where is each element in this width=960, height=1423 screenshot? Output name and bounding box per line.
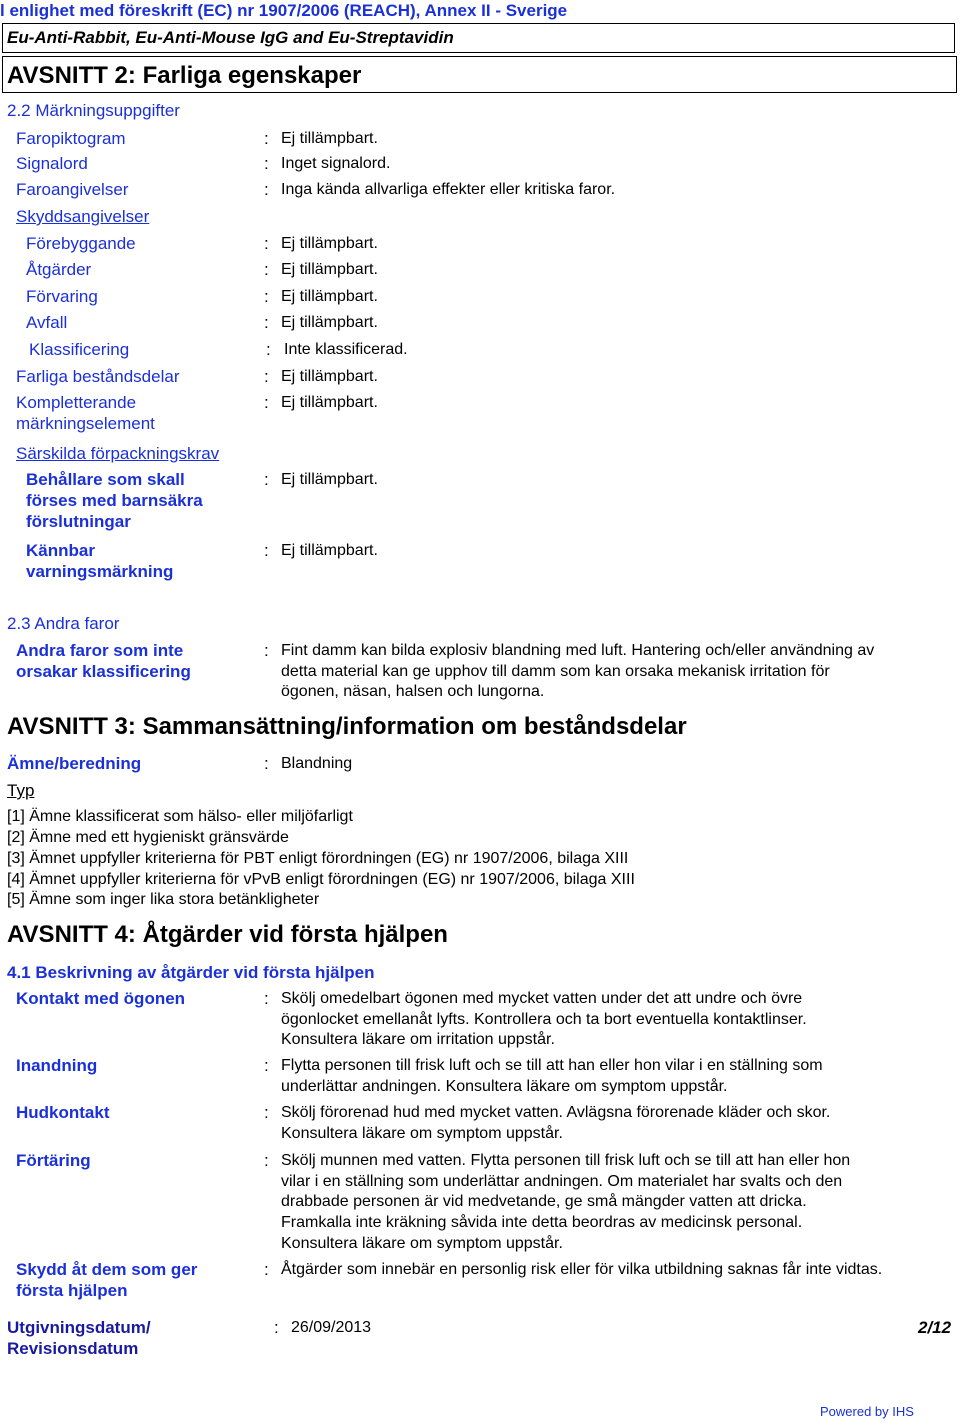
value-signalord: Inget signalord. bbox=[281, 155, 391, 172]
value-forvaring: Ej tillämpbart. bbox=[281, 288, 378, 305]
value-fortaring-2: vilar i en ställning som underlättar andningen. Om materialet har svalts och den bbox=[281, 1173, 843, 1190]
label-kannbar-1: Kännbar bbox=[26, 541, 95, 560]
colon: : bbox=[264, 470, 269, 489]
product-name-box: Eu-Anti-Rabbit, Eu-Anti-Mouse IgG and Eu-Streptavidin bbox=[2, 23, 955, 53]
value-klassificering: Inte klassificerad. bbox=[284, 341, 408, 358]
value-ogon-2: ögonlocket emellanåt lyfts. Kontrollera och ta bort eventuella kontaktlinser. bbox=[281, 1011, 807, 1028]
label-kompletterande: Kompletterande bbox=[16, 393, 137, 412]
label-behallare-3: förslutningar bbox=[26, 512, 131, 531]
footer-label-revisionsdatum: Revisionsdatum bbox=[7, 1339, 139, 1358]
colon: : bbox=[264, 1103, 269, 1122]
powered-by-ihs[interactable]: Powered by IHS bbox=[820, 1404, 914, 1419]
value-fortaring-3: drabbade personen är vid medvetande, ge små mängder vatten att dricka. bbox=[281, 1193, 807, 1210]
colon: : bbox=[264, 287, 269, 306]
value-inandning-2: underlättar andningen. Konsultera läkare om symptom uppstår. bbox=[281, 1078, 728, 1095]
value-andra-faror-3: ögonen, näsan, halsen och lungorna. bbox=[281, 683, 545, 700]
value-ogon-3: Konsultera läkare om irritation uppstår. bbox=[281, 1031, 555, 1048]
colon: : bbox=[264, 754, 269, 773]
value-fortaring-5: Konsultera läkare om symptom uppstår. bbox=[281, 1235, 563, 1252]
label-skydd-2: första hjälpen bbox=[16, 1281, 128, 1300]
colon: : bbox=[264, 393, 269, 412]
colon: : bbox=[264, 641, 269, 660]
label-typ: Typ bbox=[7, 781, 35, 800]
value-behallare: Ej tillämpbart. bbox=[281, 471, 378, 488]
skyddsangivelser-heading: Skyddsangivelser bbox=[16, 207, 150, 226]
value-faropiktogram: Ej tillämpbart. bbox=[281, 130, 378, 147]
footer-date: 26/09/2013 bbox=[291, 1319, 372, 1336]
label-faropiktogram: Faropiktogram bbox=[16, 129, 126, 148]
label-andra-faror-1: Andra faror som inte bbox=[16, 641, 184, 660]
label-forvaring: Förvaring bbox=[26, 287, 98, 306]
section-4-title: AVSNITT 4: Åtgärder vid första hjälpen bbox=[7, 921, 448, 948]
note-3: [3] Ämnet uppfyller kriterierna för PBT enligt förordningen (EG) nr 1907/2006, bilaga XIII bbox=[7, 850, 629, 867]
value-andra-faror-2: detta material kan ge upphov till damm som kan orsaka mekanisk irritation för bbox=[281, 663, 830, 680]
label-atgarder: Åtgärder bbox=[26, 260, 92, 279]
note-1: [1] Ämne klassificerat som hälso- eller miljöfarligt bbox=[7, 808, 353, 825]
sarskilda-forpackningskrav-heading: Särskilda förpackningskrav bbox=[16, 444, 220, 463]
value-atgarder: Ej tillämpbart. bbox=[281, 261, 378, 278]
label-behallare-1: Behållare som skall bbox=[26, 470, 185, 489]
colon: : bbox=[264, 1260, 269, 1279]
page-number: 2/12 bbox=[918, 1318, 952, 1337]
document-regulation-header: l enlighet med föreskrift (EC) nr 1907/2006 (REACH), Annex II - Sverige bbox=[0, 1, 568, 20]
colon: : bbox=[264, 313, 269, 332]
colon: : bbox=[274, 1318, 279, 1337]
note-4: [4] Ämnet uppfyller kriterierna för vPvB enligt förordningen (EG) nr 1907/2006, bilaga XIII bbox=[7, 871, 635, 888]
label-kompletterande-2: märkningselement bbox=[16, 414, 155, 433]
section-2-3-heading: 2.3 Andra faror bbox=[7, 614, 120, 633]
label-amne-beredning: Ämne/beredning bbox=[7, 754, 142, 773]
label-hudkontakt: Hudkontakt bbox=[16, 1103, 110, 1122]
colon: : bbox=[264, 129, 269, 148]
value-andra-faror-1: Fint damm kan bilda explosiv blandning med luft. Hantering och/eller användning av bbox=[281, 642, 875, 659]
value-fortaring-1: Skölj munnen med vatten. Flytta personen till frisk luft och se till att han eller hon bbox=[281, 1152, 851, 1169]
label-kontakt-med-ogonen: Kontakt med ögonen bbox=[16, 989, 186, 1008]
label-faroangivelser: Faroangivelser bbox=[16, 180, 129, 199]
value-kannbar: Ej tillämpbart. bbox=[281, 542, 378, 559]
value-amne-beredning: Blandning bbox=[281, 755, 353, 772]
value-faroangivelser: Inga kända allvarliga effekter eller kritiska faror. bbox=[281, 181, 616, 198]
value-hud-2: Konsultera läkare om symptom uppstår. bbox=[281, 1125, 563, 1142]
label-klassificering: Klassificering bbox=[29, 340, 130, 359]
section-2-title: AVSNITT 2: Farliga egenskaper bbox=[7, 62, 362, 89]
section-4-1-heading: 4.1 Beskrivning av åtgärder vid första hjälpen bbox=[7, 963, 375, 982]
colon: : bbox=[264, 541, 269, 560]
colon: : bbox=[264, 260, 269, 279]
value-skydd: Åtgärder som innebär en personlig risk eller för vilka utbildning saknas får inte vidtas. bbox=[281, 1261, 883, 1278]
label-signalord: Signalord bbox=[16, 154, 88, 173]
colon: : bbox=[266, 340, 271, 359]
label-fortaring: Förtäring bbox=[16, 1151, 91, 1170]
label-avfall: Avfall bbox=[26, 313, 68, 332]
label-behallare-2: förses med barnsäkra bbox=[26, 491, 203, 510]
label-forebyggande: Förebyggande bbox=[26, 234, 136, 253]
value-avfall: Ej tillämpbart. bbox=[281, 314, 378, 331]
label-farliga-bestandsdelar: Farliga beståndsdelar bbox=[16, 367, 180, 386]
label-skydd-1: Skydd åt dem som ger bbox=[16, 1260, 198, 1279]
footer-label-utgivningsdatum: Utgivningsdatum/ bbox=[7, 1318, 151, 1337]
label-kannbar-2: varningsmärkning bbox=[26, 562, 174, 581]
colon: : bbox=[264, 1056, 269, 1075]
label-inandning: Inandning bbox=[16, 1056, 98, 1075]
colon: : bbox=[264, 367, 269, 386]
value-hud-1: Skölj förorenad hud med mycket vatten. Avlägsna förorenade kläder och skor. bbox=[281, 1104, 831, 1121]
label-andra-faror-2: orsakar klassificering bbox=[16, 662, 191, 681]
section-2-2-heading: 2.2 Märkningsuppgifter bbox=[7, 101, 180, 120]
note-5: [5] Ämne som inger lika stora betänkligheter bbox=[7, 891, 320, 908]
value-inandning-1: Flytta personen till frisk luft och se till att han eller hon vilar i en ställning som bbox=[281, 1057, 823, 1074]
value-forebyggande: Ej tillämpbart. bbox=[281, 235, 378, 252]
section-3-title: AVSNITT 3: Sammansättning/information om beståndsdelar bbox=[7, 713, 687, 740]
value-ogon-1: Skölj omedelbart ögonen med mycket vatten under det att undre och övre bbox=[281, 990, 803, 1007]
value-kompletterande: Ej tillämpbart. bbox=[281, 394, 378, 411]
note-2: [2] Ämne med ett hygieniskt gränsvärde bbox=[7, 829, 289, 846]
value-fortaring-4: Framkalla inte kräkning såvida inte detta beordras av medicinsk personal. bbox=[281, 1214, 803, 1231]
colon: : bbox=[264, 154, 269, 173]
value-farliga-bestandsdelar: Ej tillämpbart. bbox=[281, 368, 378, 385]
colon: : bbox=[264, 989, 269, 1008]
colon: : bbox=[264, 234, 269, 253]
colon: : bbox=[264, 1151, 269, 1170]
colon: : bbox=[264, 180, 269, 199]
